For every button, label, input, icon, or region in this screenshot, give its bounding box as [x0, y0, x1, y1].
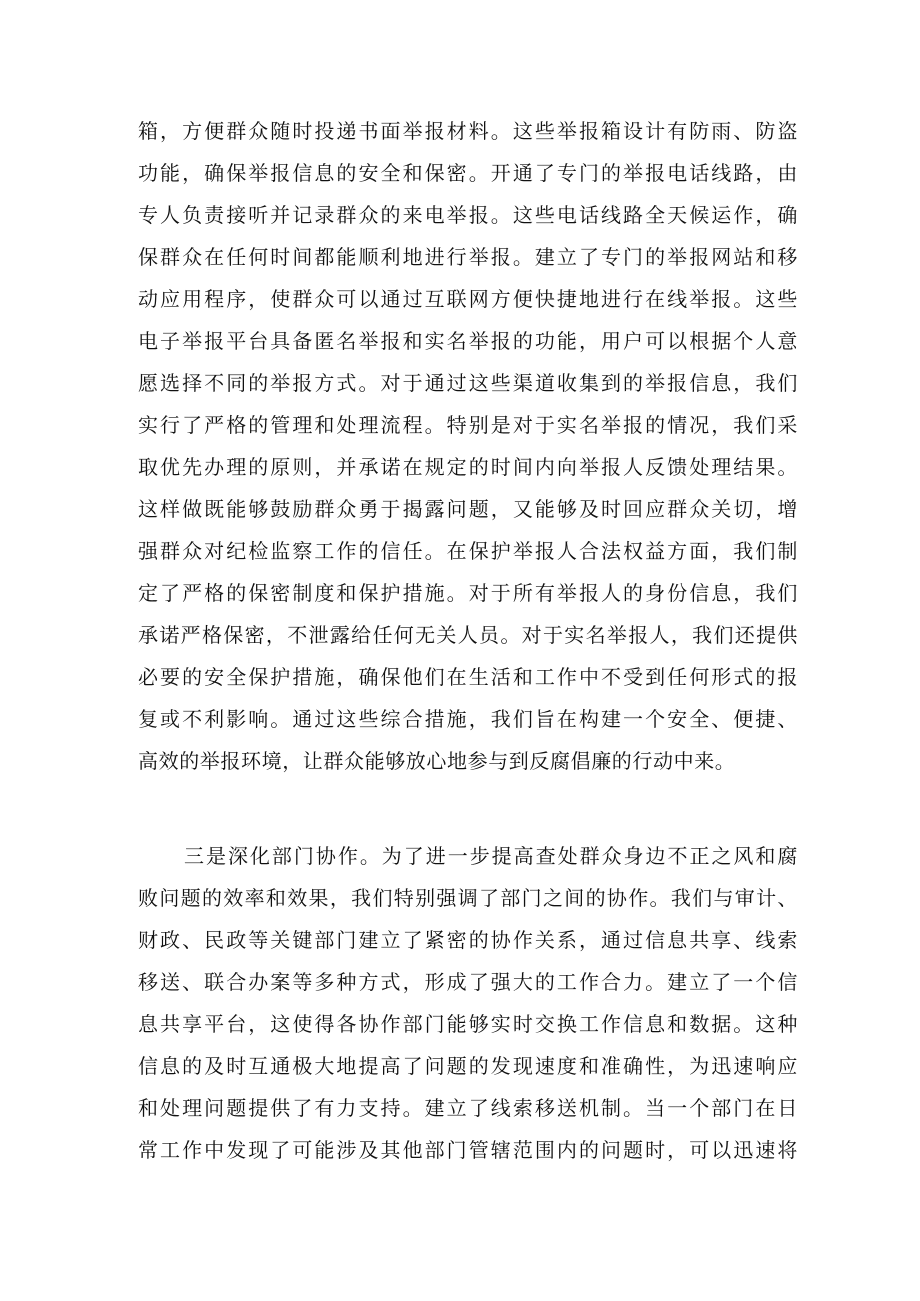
text-line: 功能，确保举报信息的安全和保密。开通了专门的举报电话线路，由	[138, 161, 798, 185]
text-line: 取优先办理的原则，并承诺在规定的时间内向举报人反馈处理结果。	[138, 455, 798, 479]
text-line: 复或不利影响。通过这些综合措施，我们旨在构建一个安全、便捷、	[138, 707, 798, 731]
text-line: 保群众在任何时间都能顺利地进行举报。建立了专门的举报网站和移	[138, 245, 798, 269]
text-line: 动应用程序，使群众可以通过互联网方便快捷地进行在线举报。这些	[138, 287, 798, 311]
text-line: 实行了严格的管理和处理流程。特别是对于实名举报的情况，我们采	[138, 413, 798, 437]
text-line: 这样做既能够鼓励群众勇于揭露问题，又能够及时回应群众关切，增	[138, 497, 798, 521]
paragraph-department-cooperation	[138, 835, 798, 1171]
text-line: 承诺严格保密，不泄露给任何无关人员。对于实名举报人，我们还提供	[138, 623, 798, 647]
text-line: 财政、民政等关键部门建立了紧密的协作关系，通过信息共享、线索	[138, 928, 798, 952]
text-line: 高效的举报环境，让群众能够放心地参与到反腐倡廉的行动中来。	[138, 749, 736, 773]
text-line: 必要的安全保护措施，确保他们在生活和工作中不受到任何形式的报	[138, 665, 798, 689]
text-line: 定了严格的保密制度和保护措施。对于所有举报人的身份信息，我们	[138, 581, 798, 605]
text-line: 箱，方便群众随时投递书面举报材料。这些举报箱设计有防雨、防盗	[138, 119, 798, 143]
text-line: 移送、联合办案等多种方式，形成了强大的工作合力。建立了一个信	[138, 970, 798, 994]
text-line: 愿选择不同的举报方式。对于通过这些渠道收集到的举报信息，我们	[138, 371, 798, 395]
text-line: 和处理问题提供了有力支持。建立了线索移送机制。当一个部门在日	[138, 1096, 798, 1120]
text-line: 信息的及时互通极大地提高了问题的发现速度和准确性，为迅速响应	[138, 1054, 798, 1078]
text-line: 三是深化部门协作。为了进一步提高查处群众身边不正之风和腐	[184, 844, 798, 868]
text-line: 常工作中发现了可能涉及其他部门管辖范围内的问题时，可以迅速将	[138, 1138, 798, 1162]
text-line: 专人负责接听并记录群众的来电举报。这些电话线路全天候运作，确	[138, 203, 798, 227]
text-line: 息共享平台，这使得各协作部门能够实时交换工作信息和数据。这种	[138, 1012, 798, 1036]
paragraph-reporting-channels	[138, 110, 798, 782]
text-line: 败问题的效率和效果，我们特别强调了部门之间的协作。我们与审计、	[138, 886, 798, 910]
text-line: 强群众对纪检监察工作的信任。在保护举报人合法权益方面，我们制	[138, 539, 798, 563]
text-line: 电子举报平台具备匿名举报和实名举报的功能，用户可以根据个人意	[138, 329, 798, 353]
